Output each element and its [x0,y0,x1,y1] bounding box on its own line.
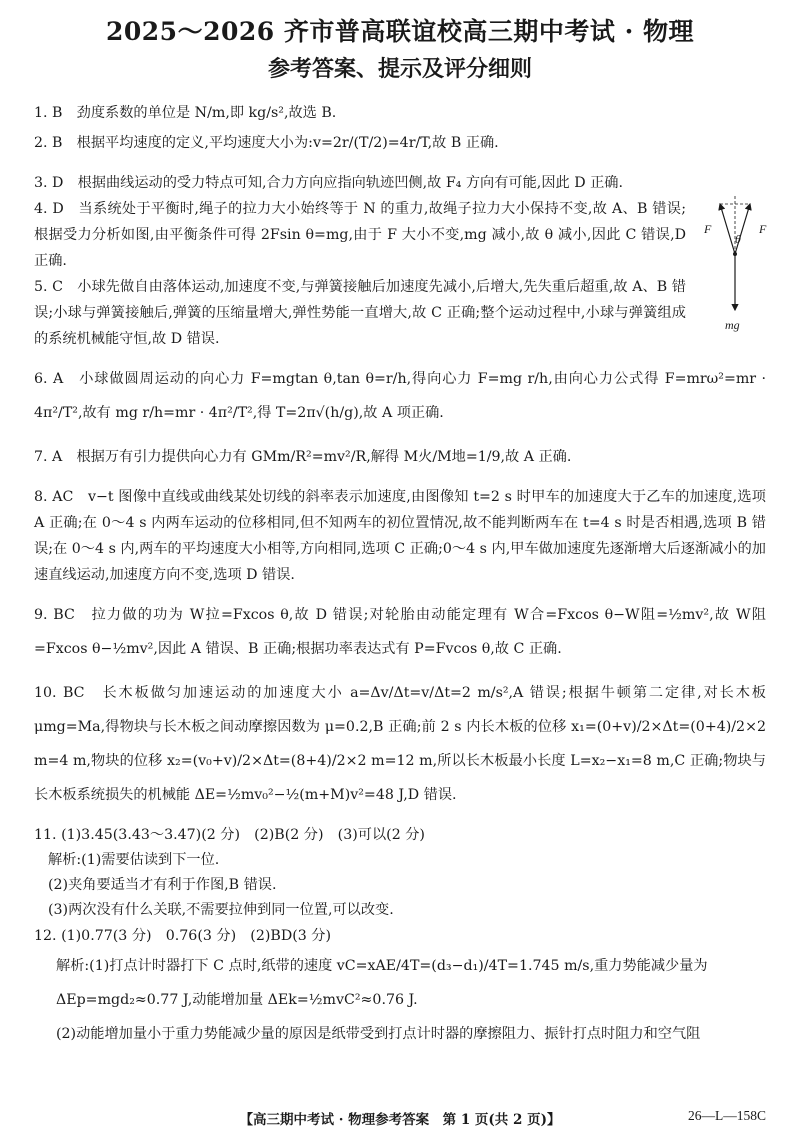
answer-12-analysis-2: (2)动能增加量小于重力势能减少量的原因是纸带受到打点计时器的摩擦阻力、振针打点时阻力和空气阻 [56,1026,701,1042]
answer-7: 7. A 根据万有引力提供向心力有 GMm/R²=mv²/R,解得 M火/M地=1/9,故 A 正确. [34,449,572,465]
page-subtitle: 参考答案、提示及评分细则 [267,56,532,82]
answer-10: 10. BC 长木板做匀加速运动的加速度大小 a=Δv/Δt=v/Δt=2 m/s²,A 错误;根据牛顿第二定律,对长木板 μmg=Ma,得物块与长木板之间动摩擦因数为 μ=0.2,B 正确;前 2 s 内长木板的位移 x₁=(0+v)/2×Δt=(0+4)/2×2 m=4 m,物块的位移 x₂=(v₀+v)/2×Δt=(8+4)/2×2 m=12 m,所以长木板最小长度 L=x₂−x₁=8 m,C 正确;物块与长木板系统损失的机械能 ΔE=½mv₀²−½(m+M)v²=48 J,D 错误. [34,685,766,803]
answer-3: 3. D 根据曲线运动的受力特点可知,合力方向应指向轨迹凹侧,故 F₄ 方向有可能,因此 D 正确. [34,175,623,191]
answer-5: 5. C 小球先做自由落体运动,加速度不变,与弹簧接触后加速度先减小,后增大,先失重后超重,故 A、B 错误;小球与弹簧接触后,弹簧的压缩量增大,弹性势能一直增大,故 C 正确;整个运动过程中,小球与弹簧组成的系统机械能守恒,故 D 错误. [34,279,686,347]
answer-8: 8. AC v−t 图像中直线或曲线某处切线的斜率表示加速度,由图像知 t=2 s 时甲车的加速度大于乙车的加速度,选项 A 正确;在 0～4 s 内两车运动的位移相同,但不知两车的初位置情况,故不能判断两车在 t=4 s 时是否相遇,选项 B 错误;在 0～4 s 内,两车的平均速度大小相等,方向相同,选项 C 正确;0～4 s 内,甲车做加速度先逐渐增大后逐渐减小的加速直线运动,加速度方向不变,选项 D 错误. [34,489,766,583]
answer-1: 1. B 劲度系数的单位是 N/m,即 kg/s²,故选 B. [34,105,337,121]
answer-11-analysis-1: 解析:(1)需要估读到下一位. [48,852,220,868]
label-theta: θ [735,232,741,246]
answer-2: 2. B 根据平均速度的定义,平均速度大小为:v=2r/(T/2)=4r/T,故 B 正确. [34,135,499,151]
answer-9: 9. BC 拉力做的功为 W拉=Fxcos θ,故 D 错误;对轮胎由动能定理有 W合=Fxcos θ−W阻=½mv²,故 W阻=Fxcos θ−½mv²,因此 A 错误、B 正确;根据功率表达式有 P=Fvcos θ,故 C 正确. [34,607,766,657]
answer-12: 12. (1)0.77(3 分) 0.76(3 分) (2)BD(3 分) [34,928,332,944]
answer-12-analysis-1: 解析:(1)打点计时器打下 C 点时,纸带的速度 vC=xAE/4T=(d₃−d₁)/4T=1.745 m/s,重力势能减少量为 ΔEp=mgd₂≈0.77 J,动能增加量 ΔEk=½mvC²≈0.76 J. [56,958,708,1008]
label-force-right: F [759,222,767,236]
footer-page-info: 【高三期中考试 · 物理参考答案 第 1 页(共 2 页)】 [239,1112,561,1128]
page-title: 2025～2026 齐市普高联谊校高三期中考试 · 物理 [106,17,694,46]
answer-11-analysis-2: (2)夹角要适当才有利于作图,B 错误. [48,877,277,893]
label-force-left: F [704,222,712,236]
footer-code: 26—L—158C [687,1108,766,1123]
force-origin-dot [733,252,737,256]
force-diagram [702,192,772,342]
answer-4: 4. D 当系统处于平衡时,绳子的拉力大小始终等于 N 的重力,故绳子拉力大小保持不变,故 A、B 错误;根据受力分析如图,由平衡条件可得 2Fsin θ=mg,由于 F 大小不变,mg 减小,故 θ 减小,因此 C 错误,D 正确. [34,201,686,269]
answer-11-analysis-3: (3)两次没有什么关联,不需要拉伸到同一位置,可以改变. [48,902,394,918]
force-arrow-left [720,204,735,254]
answer-11: 11. (1)3.45(3.43～3.47)(2 分) (2)B(2 分) (3)可以(2 分) [34,827,425,843]
answer-6: 6. A 小球做圆周运动的向心力 F=mgtan θ,tan θ=r/h,得向心力 F=mg r/h,由向心力公式得 F=mrω²=mr · 4π²/T²,故有 mg r/h=mr · 4π²/T²,得 T=2π√(h/g),故 A 项正确. [34,371,766,421]
label-mg: mg [725,318,740,332]
page-footer [0,1108,800,1130]
